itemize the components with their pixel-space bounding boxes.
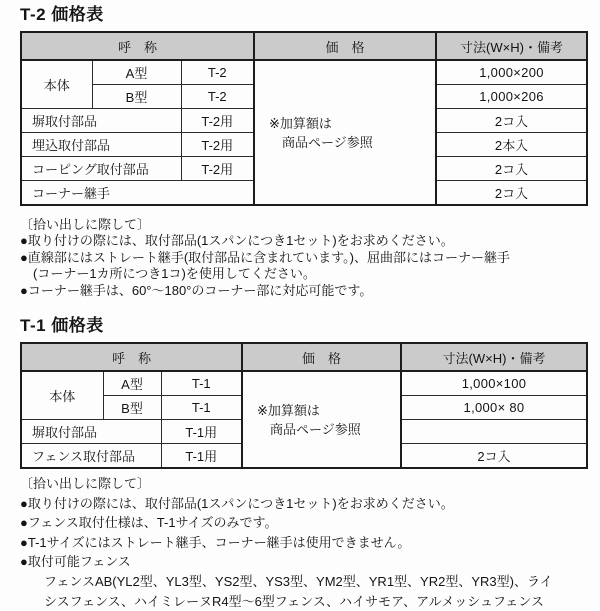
note-line: ●フェンス取付仕様は、T-1サイズのみです。 [20, 515, 278, 531]
t1-header-size: 寸法(W×H)・備考 [401, 343, 587, 371]
t1-notes [20, 474, 590, 611]
t2-part-name: コーピング取付部品 [21, 157, 181, 181]
t1-header-price: 価 格 [242, 343, 401, 371]
t1-part-code: T-1用 [161, 420, 242, 444]
price-note-line2: 商品ページ参照 [282, 134, 373, 150]
t2-section-title: T-2 価格表 [20, 5, 104, 24]
t2-variant-size: 1,000×206 [436, 85, 587, 109]
t2-part-code: T-2用 [181, 109, 254, 133]
t1-price-note [242, 371, 401, 468]
t2-part-code: T-2用 [181, 133, 254, 157]
price-note-line1: ※加算額は [257, 402, 320, 418]
t1-price-table [20, 342, 588, 469]
notes-heading: 〔拾い出しに際して〕 [20, 217, 151, 232]
notes-heading: 〔拾い出しに際して〕 [20, 476, 151, 492]
t2-part-code: T-2用 [181, 157, 254, 181]
t1-header-name: 呼 称 [21, 343, 242, 371]
t1-part-name: 塀取付部品 [21, 420, 161, 444]
t2-part-size: 2コ入 [436, 109, 587, 133]
section-gap [20, 299, 590, 315]
t2-part-size: 2本入 [436, 133, 587, 157]
note-line: (コーナー1カ所につき1コ)を使用してください。 [33, 266, 316, 282]
t1-section-title: T-1 価格表 [20, 316, 104, 336]
t1-variant-code: T-1 [161, 396, 242, 420]
t1-variant-code: T-1 [161, 371, 242, 396]
t1-header-row [21, 343, 587, 371]
t1-group-label: 本体 [21, 371, 103, 420]
t2-group-label: 本体 [21, 60, 92, 109]
price-note-line1: ※加算額は [269, 115, 332, 131]
t1-variant-size: 1,000× 80 [401, 396, 587, 420]
table-row [21, 60, 587, 85]
t2-price-table [20, 31, 588, 206]
note-line: ●取付可能フェンス [20, 554, 131, 570]
t2-header-row [21, 32, 587, 60]
t1-part-size [401, 420, 587, 444]
t1-variant-size: 1,000×100 [401, 371, 587, 396]
note-line: シスフェンス、ハイミレーヌR4型～6型フェンス、ハイサモア、アルメッシュフェンス [44, 593, 544, 609]
t1-variant-type: A型 [103, 371, 161, 396]
price-note-line2: 商品ページ参照 [270, 421, 361, 437]
note-line: ●コーナー継手は、60°～180°のコーナー部に対応可能です。 [20, 282, 373, 298]
t2-header-price: 価 格 [254, 32, 436, 60]
t2-joint-size: 2コ入 [436, 181, 587, 206]
table-row [21, 371, 587, 396]
note-line: フェンスAB(YL2型、YL3型、YS2型、YS3型、YM2型、YR1型、YR2型、YR3型)、ライ [44, 574, 553, 589]
t2-part-size: 2コ入 [436, 157, 587, 181]
t2-variant-code: T-2 [181, 85, 254, 109]
t1-part-name: フェンス取付部品 [21, 444, 161, 469]
t2-variant-type: B型 [92, 85, 181, 109]
t2-header-size: 寸法(W×H)・備考 [436, 32, 587, 60]
t2-notes [20, 217, 590, 299]
t1-part-code: T-1用 [161, 444, 242, 469]
t2-part-name: 塀取付部品 [21, 109, 181, 133]
t2-price-note [254, 60, 436, 205]
note-line: ●取り付けの際には、取付部品(1スパンにつき1セット)をお求めください。 [20, 233, 454, 249]
t2-header-name: 呼 称 [21, 32, 254, 60]
t1-part-size: 2コ入 [401, 444, 587, 469]
note-line: ●直線部にはストレート継手(取付部品に含まれています。)、屈曲部にはコーナー継手 [20, 249, 510, 265]
t1-variant-type: B型 [103, 396, 161, 420]
note-line: ●T-1サイズにはストレート継手、コーナー継手は使用できません。 [20, 534, 411, 550]
t2-part-name: 埋込取付部品 [21, 133, 181, 157]
t2-variant-type: A型 [92, 60, 181, 85]
t2-joint-name: コーナー継手 [21, 181, 254, 206]
t2-variant-size: 1,000×200 [436, 60, 587, 85]
note-line: ●取り付けの際には、取付部品(1スパンにつき1セット)をお求めください。 [20, 495, 454, 511]
t2-variant-code: T-2 [181, 60, 254, 85]
